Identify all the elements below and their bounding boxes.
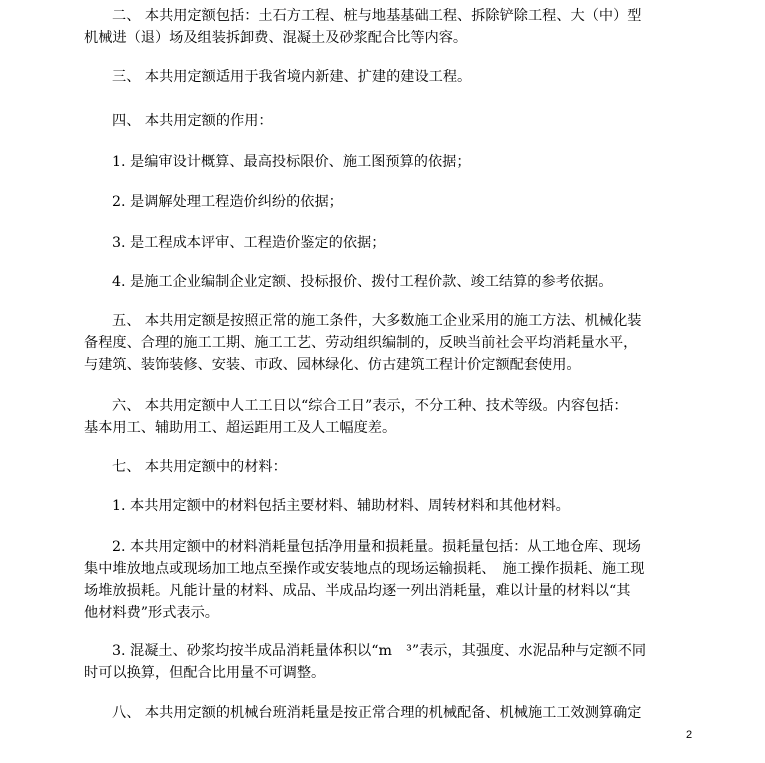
text-line: 3. 混凝土、砂浆均按半成品消耗量体积以“m ³”表示，其强度、水泥品种与定额不同 [112,643,647,659]
text-line: 四、 本共用定额的作用： [112,113,273,129]
text-line: 三、 本共用定额适用于我省境内新建、扩建的建设工程。 [112,69,472,85]
text-line: 2. 是调解处理工程造价纠纷的依据； [112,194,343,210]
list-item-4-2 [84,191,684,213]
list-item-4-4 [84,271,684,293]
text-line: 机械进（退）场及组装拆卸费、混凝土及砂浆配合比等内容。 [84,30,468,46]
list-item-7-1 [84,495,684,517]
text-line: 六、 本共用定额中人工工日以“综合工日”表示，不分工种、技术等级。内容包括： [112,398,628,414]
paragraph-2 [84,5,684,49]
list-item-7-2 [84,536,684,624]
text-line: 1. 是编审设计概算、最高投标限价、施工图预算的依据； [112,154,471,170]
text-line: 基本用工、辅助用工、超运距用工及人工幅度差。 [84,420,397,436]
text-line: 4. 是施工企业编制企业定额、投标报价、拨付工程价款、竣工结算的参考依据。 [112,274,613,290]
text-line: 他材料费”形式表示。 [84,605,219,621]
list-item-4-1 [84,151,684,173]
text-line: 八、 本共用定额的机械台班消耗量是按正常合理的机械配备、机械施工工效测算确定 [112,705,642,721]
paragraph-3 [84,66,684,88]
text-line: 五、 本共用定额是按照正常的施工条件，大多数施工企业采用的施工方法、机械化装 [112,313,642,329]
text-line: 时可以换算，但配合比用量不可调整。 [84,665,326,681]
list-item-7-3 [84,640,684,684]
paragraph-5 [84,310,684,376]
paragraph-7 [84,456,684,478]
text-line: 备程度、合理的施工工期、施工工艺、劳动组织编制的，反映当前社会平均消耗量水平， [84,335,638,351]
text-line: 2. 本共用定额中的材料消耗量包括净用量和损耗量。损耗量包括：从工地仓库、现场 [112,539,641,555]
text-line: 七、 本共用定额中的材料： [112,459,287,475]
text-line: 与建筑、装饰装修、安装、市政、园林绿化、仿古建筑工程计价定额配套使用。 [84,357,581,373]
paragraph-8 [84,702,684,724]
list-item-4-3 [84,232,684,254]
paragraph-4 [84,110,684,132]
text-line: 集中堆放地点或现场加工地点至操作或安装地点的现场运输损耗、 施工操作损耗、施工现 [84,561,645,577]
text-line: 1. 本共用定额中的材料包括主要材料、辅助材料、周转材料和其他材料。 [112,498,570,514]
text-line: 二、 本共用定额包括：土石方工程、桩与地基基础工程、拆除铲除工程、大（中）型 [112,8,642,24]
text-line: 3. 是工程成本评审、工程造价鉴定的依据； [112,235,386,251]
page-number: 2 [686,729,693,741]
paragraph-6 [84,395,684,439]
text-line: 场堆放损耗。凡能计量的材料、成品、半成品均逐一列出消耗量，难以计量的材料以“其 [84,583,631,599]
